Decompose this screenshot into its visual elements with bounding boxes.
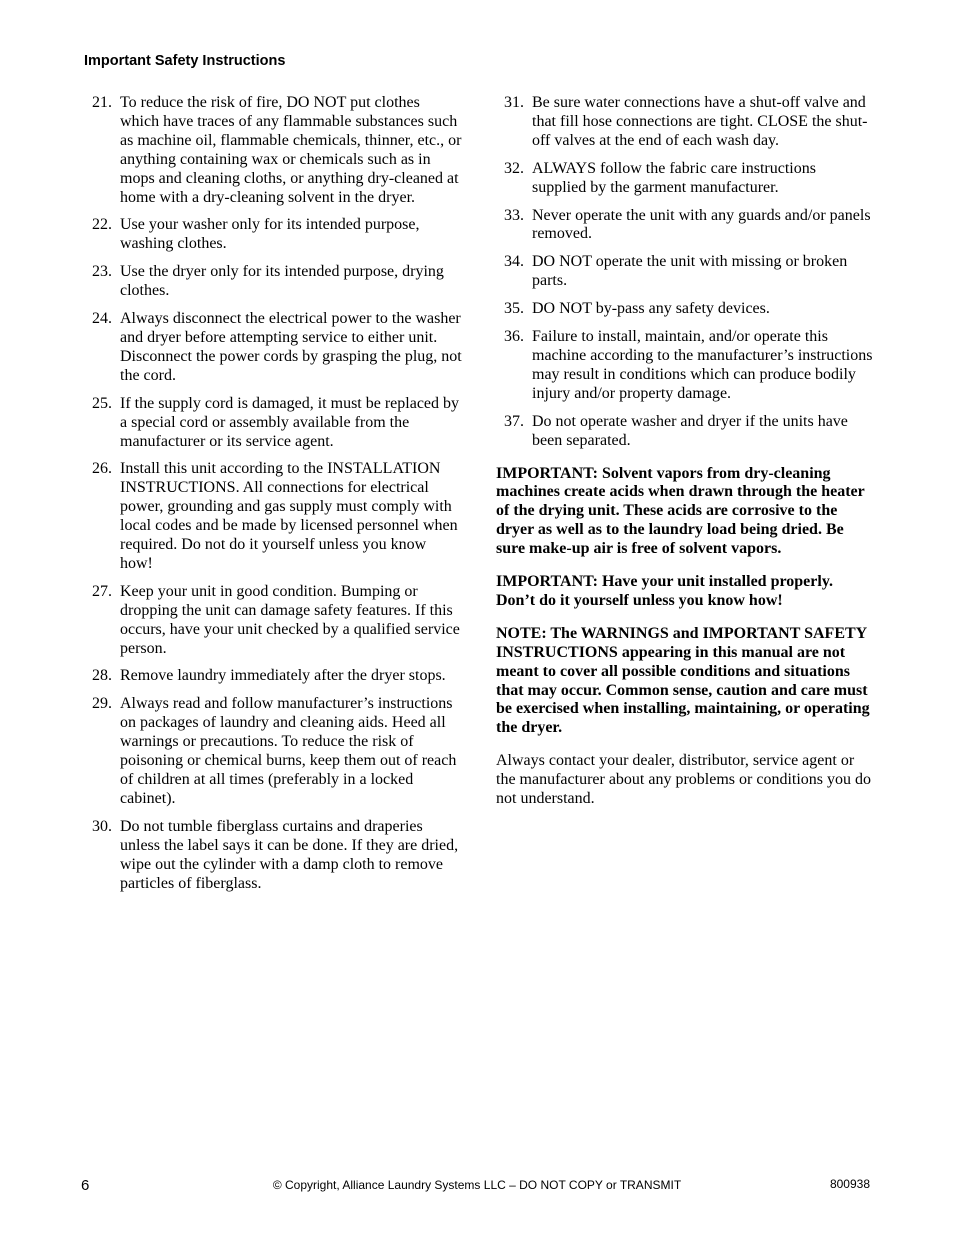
- item-text: Always disconnect the electrical power to the washer and dryer before attempting service to either unit. Disconnect the power cords by grasping the plug, not the cord.: [120, 310, 462, 384]
- document-number: 800938: [829, 1177, 870, 1191]
- item-number: 37.: [504, 412, 524, 430]
- important-solvent-note: IMPORTANT: Solvent vapors from dry-cleaning machines create acids when drawn through the heater of the drying unit. These acids are corrosive to the dryer as well as to the laundry load being dried. Be sure make-up air is free of solvent vapors.: [496, 464, 865, 558]
- item-number: 34.: [504, 253, 524, 271]
- item-number: 35.: [504, 300, 524, 318]
- item-number: 32.: [504, 159, 524, 177]
- item-text: Install this unit according to the INSTALLATION INSTRUCTIONS. All connections for electrical power, grounding and gas supply must comply with local codes and be made by licensed personnel when required. Do not do it yourself unless you know how!: [120, 460, 458, 572]
- list-item: [496, 253, 874, 291]
- warnings-note: NOTE: The WARNINGS and IMPORTANT SAFETY INSTRUCTIONS appearing in this manual are not meant to cover all possible conditions and situations that may occur. Common sense, caution and care must be exercised when installing, maintaining, or operating the dryer.: [496, 624, 870, 737]
- list-item: [84, 583, 462, 659]
- contact-paragraph: Always contact your dealer, distributor, service agent or the manufacturer about any problems or conditions you do not understand.: [496, 752, 872, 808]
- page-number: 6: [81, 1177, 90, 1194]
- list-item: [84, 94, 462, 207]
- item-text: Use your washer only for its intended purpose, washing clothes.: [120, 216, 420, 253]
- item-number: 31.: [504, 94, 524, 111]
- item-number: 21.: [92, 94, 112, 111]
- item-number: 36.: [504, 328, 524, 346]
- item-text: Never operate the unit with any guards and/or panels removed.: [532, 206, 871, 243]
- item-number: 29.: [92, 695, 112, 713]
- item-text: If the supply cord is damaged, it must be replaced by a special cord or assembly available from the manufacturer or its service agent.: [120, 394, 460, 450]
- item-text: To reduce the risk of fire, DO NOT put clothes which have traces of any flammable substances such as machine oil, flammable chemicals, thinner, etc., or anything containing wax or chemicals such as in mops and cleaning cloths, or anything dry-cleaned at home with a dry-cleaning solvent in the dryer.: [120, 94, 462, 206]
- section-title: Important Safety Instructions: [84, 53, 286, 69]
- list-item: [84, 667, 462, 686]
- list-item: [84, 263, 462, 301]
- list-item: [496, 94, 874, 151]
- item-number: 25.: [92, 394, 112, 412]
- list-item: [496, 207, 874, 245]
- item-text: Remove laundry immediately after the dryer stops.: [120, 667, 446, 685]
- item-text: Do not tumble fiberglass curtains and draperies unless the label says it can be done. If they are dried, wipe out the cylinder with a damp cloth to remove particles of fiberglass.: [120, 817, 459, 892]
- list-item: [84, 818, 462, 894]
- list-item: [84, 310, 462, 386]
- item-text: DO NOT by-pass any safety devices.: [532, 300, 770, 318]
- item-number: 30.: [92, 817, 112, 835]
- right-column: [496, 94, 874, 809]
- list-item: [84, 695, 462, 808]
- list-item: [84, 395, 462, 452]
- item-text: Always read and follow manufacturer’s instructions on packages of laundry and cleaning aids. Heed all warnings or precautions. To reduce the risk of poisoning or chemical burns, keep them out of reach of children at all times (preferably in a locked cabinet).: [120, 695, 457, 807]
- list-item: [496, 328, 874, 404]
- item-text: Be sure water connections have a shut-off valve and that fill hose connections are tight. CLOSE the shut-off valves at the end of each wash day.: [532, 94, 868, 149]
- list-item: [496, 300, 874, 319]
- copyright-notice: © Copyright, Alliance Laundry Systems LLC – DO NOT COPY or TRANSMIT: [272, 1178, 682, 1192]
- item-number: 26.: [92, 460, 112, 478]
- list-item: [84, 460, 462, 573]
- item-number: 28.: [92, 667, 112, 685]
- item-number: 24.: [92, 310, 112, 328]
- list-item: [84, 216, 462, 254]
- item-number: 33.: [504, 206, 524, 224]
- left-column: [84, 94, 462, 902]
- item-text: Use the dryer only for its intended purpose, drying clothes.: [120, 263, 444, 300]
- item-text: ALWAYS follow the fabric care instructions supplied by the garment manufacturer.: [532, 159, 816, 196]
- item-text: Keep your unit in good condition. Bumping or dropping the unit can damage safety features. If this occurs, have your unit checked by a qualified service person.: [120, 582, 460, 657]
- item-number: 27.: [92, 582, 112, 600]
- important-install-note: IMPORTANT: Have your unit installed properly. Don’t do it yourself unless you know how!: [496, 573, 833, 609]
- item-number: 23.: [92, 263, 112, 281]
- list-item: [496, 160, 874, 198]
- item-number: 22.: [92, 216, 112, 234]
- item-text: Failure to install, maintain, and/or operate this machine according to the manufacturer’s instructions may result in conditions which can produce bodily injury and/or property damage.: [532, 328, 873, 402]
- item-text: Do not operate washer and dryer if the units have been separated.: [532, 412, 848, 449]
- item-text: DO NOT operate the unit with missing or broken parts.: [532, 253, 848, 290]
- list-item: [496, 413, 874, 451]
